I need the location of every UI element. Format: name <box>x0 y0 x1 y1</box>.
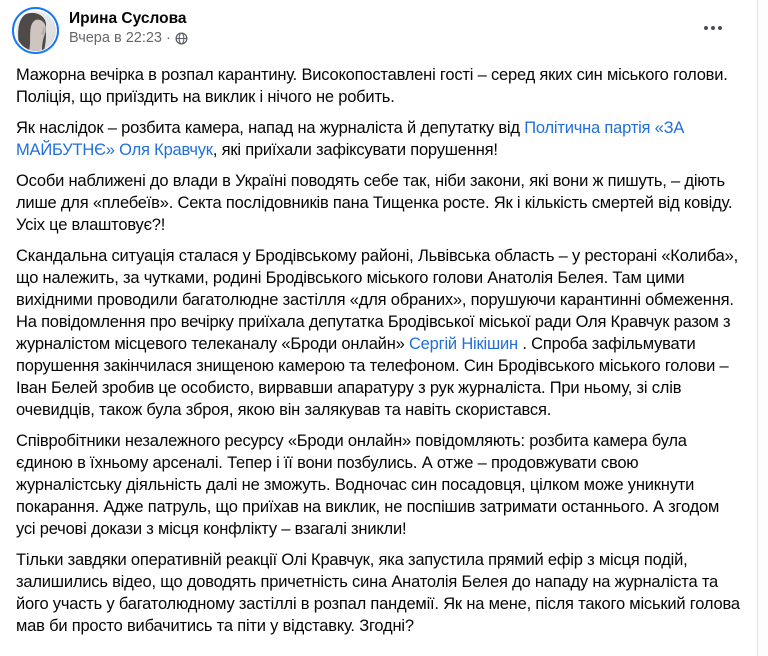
meta-separator: · <box>165 30 171 46</box>
author-name[interactable]: Ирина Суслова <box>69 10 187 27</box>
ellipsis-icon <box>718 26 722 30</box>
paragraph-text: Скандальна ситуація сталася у Бродівському районі, Львівська область – у ресторані «Колиба», що належить, за чутками, родині Бродівського міського голови Анатолія Белея. Там цими вихідними проводили багатолюдне застілля «для обраних», порушуючи карантинні обмеження. На повідомлення про вечірку приїхала депутатка Бродівської міської ради Оля Кравчук разом з журналістом місцевого телеканалу «Броди онлайн» <box>16 247 738 353</box>
avatar[interactable] <box>12 7 59 54</box>
post-paragraph: Особи наближені до влади в Україні поводять себе так, ніби закони, які вони ж пишуть, – діють лише для «плебеїв». Секта послідовників пана Тищенка росте. Як і кількість смертей від ковіду. Усіх це влаштовує?! <box>16 172 733 234</box>
timestamp[interactable]: Вчера в 22:23 <box>69 30 162 46</box>
avatar-photo-icon <box>16 11 56 51</box>
post-paragraph: Тільки завдяки оперативній реакції Олі Кравчук, яка запустила прямий ефір з місця подій, залишились відео, що доводять причетність сина Анатолія Белея до нападу на журналіста та його участь у багатолюдному застіллі в розпал пандемії. Як на мене, після такого міський голова мав би просто вибачитись та піти у відставку. Згодні? <box>16 551 740 635</box>
globe-icon <box>175 32 188 45</box>
post-text <box>0 54 757 637</box>
ellipsis-icon <box>711 26 715 30</box>
paragraph-text: Як наслідок – розбита камера, напад на журналіста й депутатку від <box>16 119 525 137</box>
paragraph-text: . Спроба зафільмувати порушення закінчилася знищеною камерою та телефоном. Син Бродівського міського голови – Іван Белей зробив це особисто, вирвавши апаратуру з рук журналіста. При ньому, зі слів очевидців, також була зброя, якою він залякував та навіть скористався. <box>16 335 729 419</box>
post-paragraph <box>16 117 741 161</box>
ellipsis-icon <box>704 26 708 30</box>
tagged-person-link[interactable]: Оля Кравчук <box>119 141 213 159</box>
tagged-page-link[interactable]: Політична партія «ЗА МАЙБУТНЄ» <box>16 119 685 159</box>
post-paragraph: Мажорна вечірка в розпал карантину. Високопоставлені гості – серед яких син міського голови. Поліція, що приїздить на виклик і нічого не робить. <box>16 66 728 106</box>
paragraph-text: , які приїхали зафіксувати порушення! <box>212 141 498 159</box>
tagged-journalist-link[interactable]: Сергій Нікішин <box>408 335 518 353</box>
header-text <box>69 7 188 48</box>
post-paragraph <box>16 245 741 421</box>
post-meta <box>69 29 188 48</box>
post-header <box>0 0 757 54</box>
post-paragraph: Співробітники незалежного ресурсу «Броди онлайн» повідомляють: розбита камера була єдиною в їхньому арсеналі. Тепер і її вони позбулись. А отже – продовжувати свою журналістську діяльність далі не зможуть. Водночас син посадовця, цілком може уникнути покарання. Адже патруль, що приїхав на виклик, не поспішив затримати останнього. А згодом усі речові докази з місця конфлікту – взагалі зникли! <box>16 432 720 538</box>
post-options-button[interactable] <box>699 14 727 42</box>
